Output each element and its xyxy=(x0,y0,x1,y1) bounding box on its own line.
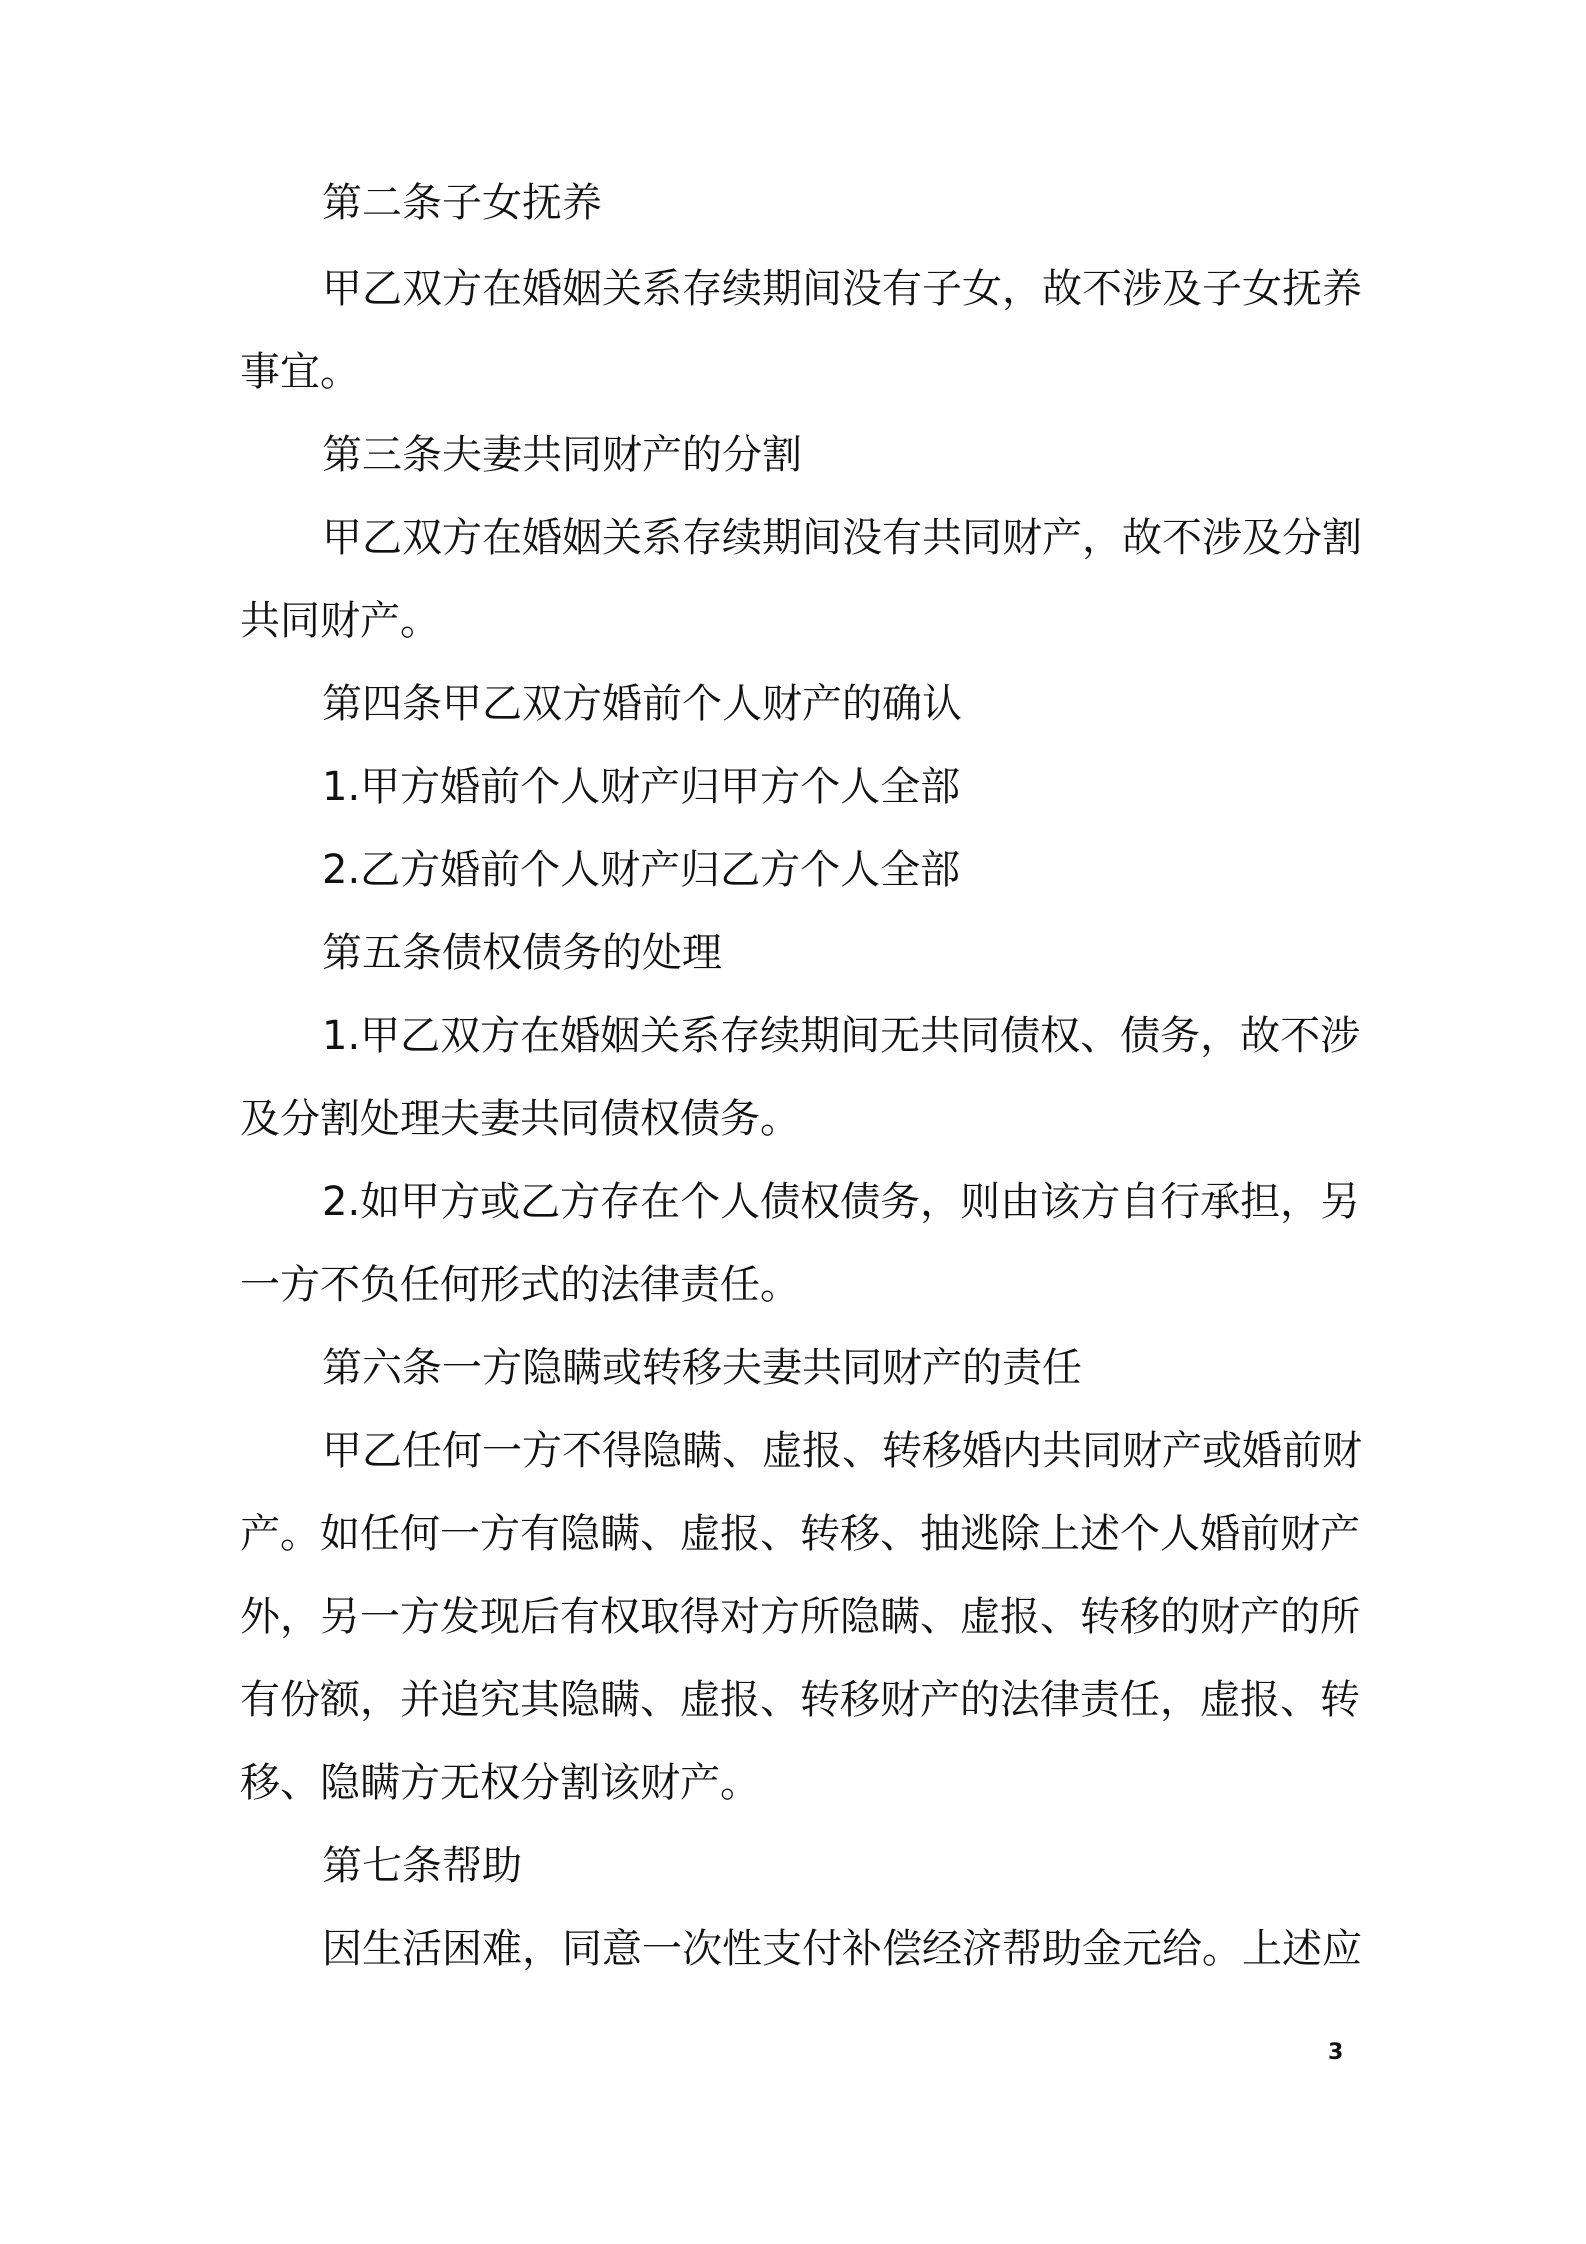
article-heading: 第三条夫妻共同财产的分割 xyxy=(322,432,802,478)
paragraph-line: 甲乙任何一方不得隐瞒、虚报、转移婚内共同财产或婚前财 xyxy=(322,1428,1362,1474)
paragraph-line: 移、隐瞒方无权分割该财产。 xyxy=(240,1760,760,1806)
paragraph-line: 共同财产。 xyxy=(240,598,440,644)
article-heading: 第七条帮助 xyxy=(322,1843,522,1889)
article-heading: 第二条子女抚养 xyxy=(322,180,602,226)
paragraph-line: 2.如甲方或乙方存在个人债权债务，则由该方自行承担，另 xyxy=(322,1179,1361,1225)
paragraph-line: 及分割处理夫妻共同债权债务。 xyxy=(240,1096,800,1142)
paragraph-line: 因生活困难，同意一次性支付补偿经济帮助金元给。上述应 xyxy=(322,1926,1362,1972)
article-heading: 第六条一方隐瞒或转移夫妻共同财产的责任 xyxy=(322,1345,1082,1391)
paragraph-line: 产。如任何一方有隐瞒、虚报、转移、抽逃除上述个人婚前财产 xyxy=(240,1511,1360,1557)
paragraph-line: 甲乙双方在婚姻关系存续期间没有子女，故不涉及子女抚养 xyxy=(322,266,1362,312)
paragraph-line: 一方不负任何形式的法律责任。 xyxy=(240,1262,800,1308)
paragraph-line: 有份额，并追究其隐瞒、虚报、转移财产的法律责任，虚报、转 xyxy=(240,1677,1360,1723)
paragraph-line: 2.乙方婚前个人财产归乙方个人全部 xyxy=(322,847,961,893)
paragraph-line: 1.甲乙双方在婚姻关系存续期间无共同债权、债务，故不涉 xyxy=(322,1013,1361,1059)
paragraph-line: 事宜。 xyxy=(240,349,360,395)
paragraph-line: 1.甲方婚前个人财产归甲方个人全部 xyxy=(322,764,961,810)
paragraph-line: 甲乙双方在婚姻关系存续期间没有共同财产，故不涉及分割 xyxy=(322,515,1362,561)
article-heading: 第五条债权债务的处理 xyxy=(322,930,722,976)
article-heading: 第四条甲乙双方婚前个人财产的确认 xyxy=(322,681,962,727)
paragraph-line: 外，另一方发现后有权取得对方所隐瞒、虚报、转移的财产的所 xyxy=(240,1594,1360,1640)
page-number: 3 xyxy=(1328,2040,1344,2065)
